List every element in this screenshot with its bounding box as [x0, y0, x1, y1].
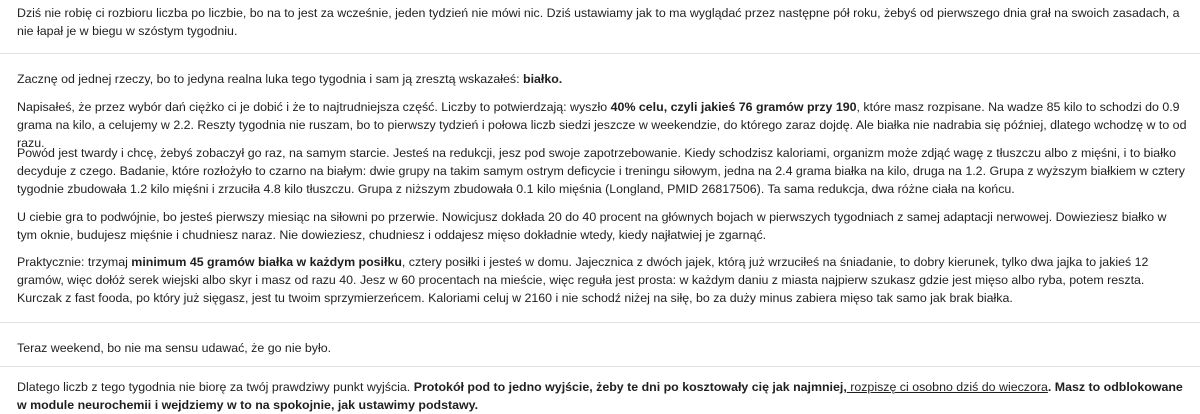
- closing-highlight-2: . Masz to odblokowane w module neurochemii i wejdziemy w to na spokojnie, jak ustawimy podstawy.: [17, 380, 1183, 412]
- beginner-paragraph: [17, 208, 1187, 244]
- beginner-text: U ciebie gra to podwójnie, bo jesteś pierwszy miesiąc na siłowni po przerwie. Nowicjusz dokłada 20 do 40 procent na głównych bojach w pierwszych tygodniach z samej adaptacji nerwowej. Dowieziesz białko w tym oknie, budujesz mięśnie i chudniesz naraz. Nie dowieziesz, chudniesz i oddajesz mięso dokładnie wtedy, kiedy najłatwiej je zgarnąć.: [17, 210, 1167, 242]
- protein-numbers-text-1: Napisałeś, że przez wybór dań ciężko ci je dobić i że to najtrudniejsza część. Liczby to potwierdzają: wyszło: [17, 100, 611, 114]
- protein-lead-text: Zacznę od jednej rzeczy, bo to jedyna realna luka tego tygodnia i sam ją zresztą wskazałeś:: [17, 72, 523, 86]
- section-divider: [0, 322, 1200, 323]
- practical-paragraph: [17, 253, 1187, 307]
- study-text: Powód jest twardy i chcę, żebyś zobaczył go raz, na samym starcie. Jesteś na redukcji, jesz pod swoje zapotrzebowanie. Kiedy schodzisz kaloriami, organizm może zdjąć wagę z tłuszczu albo z mięśni, i to białko decyduje z czego. Badanie, które rozłożyło to czarno na białym: dwie grupy na takim samym ostrym deficycie i treningu siłowym, jedna na 2.4 grama białka na kilo, druga na 1.2. Grupa z wyższym białkiem w cztery tygodnie zbudowała 1.2 kilo mięśni i zrzuciła 4.8 kilo tłuszczu. Grupa z niższym zbudowała 0.1 kilo mięśnia (Longland, PMID 26817506). Ta sama redukcja, dwa różne ciała na końcu.: [17, 146, 1185, 196]
- intro-paragraph: [17, 4, 1187, 40]
- protein-lead-paragraph: [17, 70, 1187, 88]
- protein-keyword: białko.: [523, 72, 563, 86]
- closing-text-1: Dlatego liczb z tego tygodnia nie biorę za twój prawdziwy punkt wyjścia.: [17, 380, 414, 394]
- intro-text: Dziś nie robię ci rozbioru liczba po liczbie, bo na to jest za wcześnie, jeden tydzień nie mówi nic. Dziś ustawiamy jak to ma wyglądać przez następne pół roku, żebyś od pierwszego dnia grał na swoich zasadach, a nie łapał je w biegu w szóstym tygodniu.: [17, 6, 1180, 38]
- weekend-paragraph: [17, 339, 1187, 357]
- weekend-text: Teraz weekend, bo nie ma sensu udawać, że go nie było.: [17, 341, 332, 355]
- practical-text-1: Praktycznie: trzymaj: [17, 255, 132, 269]
- section-divider: [0, 366, 1200, 367]
- practical-highlight: minimum 45 gramów białka w każdym posiłku: [131, 255, 402, 269]
- protein-numbers-text-2: , które masz rozpisane. Na wadze 85 kilo to schodzi do 0.9 grama na kilo, a celujemy w 2.2. Reszty tygodnia nie ruszam, bo to pierwszy tydzień i połowa liczb siedzi jeszcze w weekendzie, do którego zaraz dojdę. Ale białka nie nadrabia się później, dlatego wchodzę w to od razu.: [17, 100, 1187, 150]
- closing-paragraph: [17, 378, 1187, 414]
- practical-text-2: , cztery posiłki i jesteś w domu. Jajecznica z dwóch jajek, którą już wrzuciłeś na śniadanie, to dobry kierunek, tylko dwa jajka to jakieś 12 gramów, więc dołóż serek wiejski albo skyr i masz od razu 40. Jesz w 60 procentach na mieście, więc reguła jest prosta: w każdym daniu z miasta najpierw szukasz gdzie jest mięso albo ryba, potem reszta. Kurczak z fast fooda, po który już sięgasz, jest tu twoim sprzymierzeńcem. Kaloriami celuj w 2160 i nie schodź niżej na siłę, bo za duży minus zabiera mięso tak samo jak brak białka.: [17, 255, 1149, 305]
- section-divider: [0, 53, 1200, 54]
- closing-highlight-1: Protokół pod to jedno wyjście, żeby te dni po kosztowały cię jak najmniej,: [413, 380, 847, 394]
- study-paragraph: [17, 144, 1187, 198]
- closing-underlined-promise: rozpiszę ci osobno dziś do wieczora: [846, 380, 1048, 394]
- protein-numbers-highlight: 40% celu, czyli jakieś 76 gramów przy 190: [610, 100, 857, 114]
